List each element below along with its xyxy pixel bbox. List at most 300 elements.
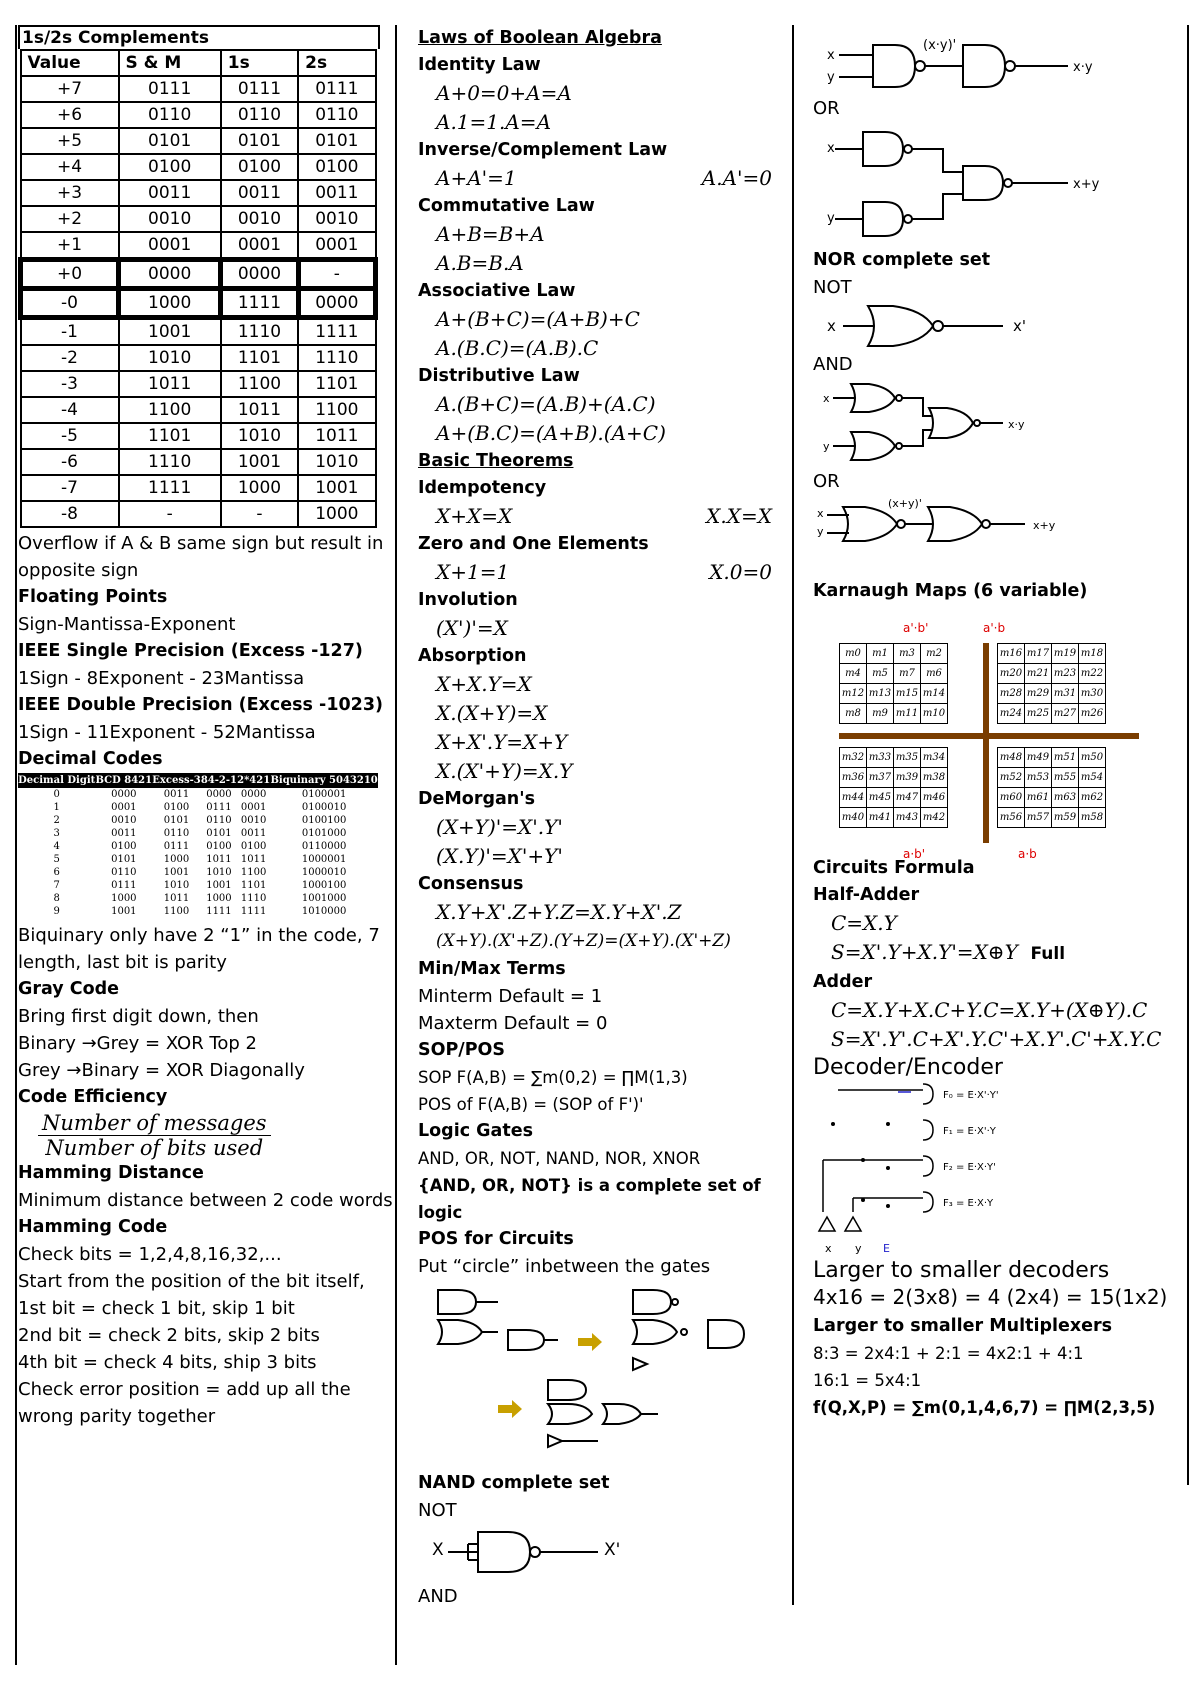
decimal-row bbox=[18, 905, 378, 918]
decoder-diagram bbox=[813, 1082, 1073, 1257]
input-x: x bbox=[827, 317, 836, 335]
kmap-cell: m56 bbox=[998, 808, 1025, 828]
kmap-cell: m26 bbox=[1079, 704, 1106, 724]
decoder-input-y: y bbox=[855, 1242, 862, 1255]
kmap-row bbox=[840, 644, 948, 664]
complements-cell: 0000 bbox=[119, 260, 221, 289]
larger-decoders-text: 4x16 = 2(3x8) = 4 (2x4) = 15(1x2) bbox=[813, 1285, 1168, 1309]
not-gate-icon bbox=[633, 1358, 647, 1370]
idempotency-2: X.X=X bbox=[706, 504, 772, 528]
decoder-input-x: x bbox=[825, 1242, 832, 1255]
minmax-2: Maxterm Default = 0 bbox=[418, 1013, 608, 1034]
input-x: x bbox=[823, 392, 830, 405]
kmap-quadrant-bottom-left bbox=[839, 747, 948, 828]
decimal-cell: 0100100 bbox=[301, 815, 347, 826]
nand-output-xp: X' bbox=[604, 1540, 621, 1560]
kmap-cell: m18 bbox=[1079, 644, 1106, 664]
complements-header-cell: Value bbox=[21, 50, 119, 76]
complements-cell: - bbox=[298, 260, 375, 289]
decoder-title: Decoder/Encoder bbox=[813, 1055, 1003, 1080]
nand-not-diagram bbox=[418, 1524, 790, 1579]
kmap-cell: m7 bbox=[894, 664, 921, 684]
complements-cell: 0100 bbox=[221, 154, 298, 180]
kmap-row bbox=[840, 664, 948, 684]
decimal-cell: 0101 bbox=[111, 854, 137, 865]
logic-2: {AND, OR, NOT} is a complete set of logic bbox=[418, 1176, 761, 1222]
complements-cell: 0111 bbox=[119, 76, 221, 102]
inverse-1: A+A'=1 bbox=[436, 166, 517, 190]
nor-gate-icon bbox=[928, 507, 982, 541]
nor-and-label: AND bbox=[813, 354, 853, 375]
kmap-label-ab-bottom-left: a·b' bbox=[903, 847, 926, 861]
hamming-code-title: Hamming Code bbox=[18, 1217, 168, 1237]
efficiency-denominator: Number of bits used bbox=[45, 1136, 264, 1160]
arrow-icon bbox=[498, 1400, 522, 1418]
kmap-cell: m24 bbox=[998, 704, 1025, 724]
column-divider-1 bbox=[395, 25, 397, 1665]
complements-row bbox=[21, 501, 376, 527]
kmap-cell: m12 bbox=[840, 684, 867, 704]
decimal-cell: 0011 bbox=[163, 789, 190, 800]
kmap-cell: m60 bbox=[998, 788, 1025, 808]
and-gate-icon bbox=[508, 1330, 544, 1350]
not-gate-icon bbox=[548, 1435, 562, 1447]
kmap-row bbox=[840, 808, 948, 828]
decoder-output-3: F₃ = E·X·Y bbox=[943, 1198, 994, 1209]
complements-cell: 0010 bbox=[119, 206, 221, 232]
arrow-icon bbox=[578, 1333, 602, 1351]
nor-gate-icon bbox=[851, 432, 895, 460]
kmap-cell: m55 bbox=[1052, 768, 1079, 788]
complements-cell: -3 bbox=[21, 371, 119, 397]
kmap-cell: m35 bbox=[894, 748, 921, 768]
decimal-cell: 1000 bbox=[206, 893, 232, 904]
code-efficiency-formula bbox=[18, 1111, 271, 1160]
complements-cell: 1110 bbox=[298, 345, 375, 371]
decimal-cell: 0101 bbox=[163, 815, 190, 826]
complements-cell: - bbox=[221, 501, 298, 527]
kmap-diagram bbox=[813, 605, 1143, 861]
complements-cell: 1111 bbox=[298, 318, 375, 346]
logic-1: AND, OR, NOT, NAND, NOR, XNOR bbox=[418, 1149, 701, 1168]
kmap-cell: m61 bbox=[1025, 788, 1052, 808]
kmap-row bbox=[840, 748, 948, 768]
kmap-cell: m51 bbox=[1052, 748, 1079, 768]
larger-mux-title: Larger to smaller Multiplexers bbox=[813, 1316, 1113, 1336]
code-efficiency-title: Code Efficiency bbox=[18, 1087, 168, 1107]
decimal-cell: 0101 bbox=[206, 828, 232, 839]
kmap-row bbox=[998, 644, 1106, 664]
mux-line-2: 16:1 = 5x4:1 bbox=[813, 1371, 922, 1390]
complements-cell: 0011 bbox=[119, 180, 221, 206]
decimal-cell: 0100 bbox=[240, 841, 267, 852]
kmap-cell: m59 bbox=[1052, 808, 1079, 828]
nor-gate-icon bbox=[929, 408, 973, 438]
decimal-header-cell: Excess-3 bbox=[152, 775, 201, 786]
complements-cell: -1 bbox=[21, 318, 119, 346]
decimal-cell: 3 bbox=[53, 828, 60, 839]
complements-cell: -0 bbox=[21, 289, 119, 318]
idempotency-row bbox=[418, 502, 790, 531]
and-gate-icon bbox=[923, 1084, 933, 1104]
and-gate-icon bbox=[923, 1192, 933, 1212]
inverse-row bbox=[418, 164, 790, 193]
kmap-cell: m6 bbox=[921, 664, 948, 684]
complements-row bbox=[21, 475, 376, 501]
zero-one-1: X+1=1 bbox=[436, 560, 510, 584]
column-3 bbox=[813, 25, 1185, 1421]
complements-row bbox=[21, 206, 376, 232]
decimal-cell: 1 bbox=[53, 802, 60, 813]
sop-1: SOP F(A,B) = ∑m(0,2) = ∏M(1,3) bbox=[418, 1068, 688, 1087]
mux-line-3: f(Q,X,P) = ∑m(0,1,4,6,7) = ∏M(2,3,5) bbox=[813, 1398, 1156, 1417]
complements-cell: 1100 bbox=[221, 371, 298, 397]
and-gate-icon bbox=[633, 1290, 671, 1314]
decimal-cell: 0001 bbox=[111, 802, 137, 813]
decimal-cell: 0 bbox=[53, 789, 60, 800]
decimal-header-cell: BCD 8421 bbox=[95, 775, 153, 786]
complements-cell: 1100 bbox=[298, 397, 375, 423]
identity-1: A+0=0+A=A bbox=[436, 81, 572, 105]
and-gate-icon bbox=[923, 1120, 933, 1140]
complements-cell: 1001 bbox=[298, 475, 375, 501]
complements-cell: - bbox=[119, 501, 221, 527]
or-gate-icon bbox=[438, 1320, 482, 1344]
kmap-cell: m32 bbox=[840, 748, 867, 768]
involution-formula: (X')'=X bbox=[436, 616, 508, 640]
idempotency-title: Idempotency bbox=[418, 478, 547, 498]
output-xy: x·y bbox=[1008, 418, 1025, 431]
decimal-cell: 1000001 bbox=[301, 854, 347, 865]
decimal-cell: 1011 bbox=[240, 854, 267, 865]
minmax-1: Minterm Default = 1 bbox=[418, 986, 603, 1007]
kmap-row bbox=[840, 768, 948, 788]
complements-cell: 1011 bbox=[298, 423, 375, 449]
kmap-row bbox=[840, 684, 948, 704]
kmap-cell: m30 bbox=[1079, 684, 1106, 704]
complements-cell: 0001 bbox=[298, 232, 375, 260]
kmap-row bbox=[998, 748, 1106, 768]
kmap-cell: m34 bbox=[921, 748, 948, 768]
kmap-cell: m58 bbox=[1079, 808, 1106, 828]
hamming-line-6: Check error position = add up all the wrong parity together bbox=[18, 1379, 351, 1427]
kmap-cell: m15 bbox=[894, 684, 921, 704]
column-2 bbox=[418, 25, 790, 1610]
complements-header-cell: 1s bbox=[221, 50, 298, 76]
decimal-cell: 1100 bbox=[240, 867, 267, 878]
decimal-cell: 2 bbox=[53, 815, 60, 826]
complements-cell: 0001 bbox=[119, 232, 221, 260]
decimal-cell: 0110 bbox=[206, 815, 232, 826]
complements-row bbox=[21, 397, 376, 423]
laws-title: Laws of Boolean Algebra bbox=[418, 28, 662, 48]
label-xpy: x+y bbox=[1073, 177, 1100, 192]
identity-title: Identity Law bbox=[418, 55, 541, 75]
kmap-quadrant-bottom-right bbox=[997, 747, 1106, 828]
column-divider-left-edge bbox=[15, 25, 17, 1665]
identity-2: A.1=1.A=A bbox=[436, 110, 552, 134]
input-x: x bbox=[817, 507, 824, 520]
inverse-2: A.A'=0 bbox=[701, 166, 772, 190]
nand-or-label: OR bbox=[813, 98, 840, 119]
consensus-1: X.Y+X'.Z+Y.Z=X.Y+X'.Z bbox=[436, 900, 682, 924]
and-gate-icon bbox=[438, 1290, 476, 1314]
input-y: y bbox=[823, 440, 830, 453]
decimal-row bbox=[18, 879, 378, 892]
pos-gates-left bbox=[438, 1290, 558, 1350]
complements-cell: 1111 bbox=[221, 289, 298, 318]
demorgan-1: (X+Y)'=X'.Y' bbox=[436, 815, 563, 839]
label-xpy-bar: (x+y)' bbox=[888, 497, 922, 510]
or-gate-icon bbox=[548, 1404, 592, 1424]
complements-cell: 0111 bbox=[221, 76, 298, 102]
decimal-cell: 0111 bbox=[206, 802, 232, 813]
pos-circuits-title: POS for Circuits bbox=[418, 1229, 574, 1249]
kmap-quadrant-top-right bbox=[997, 643, 1106, 724]
kmap-cell: m16 bbox=[998, 644, 1025, 664]
complements-cell: -4 bbox=[21, 397, 119, 423]
complements-cell: 0110 bbox=[298, 102, 375, 128]
kmap-row bbox=[998, 788, 1106, 808]
kmap-row bbox=[998, 808, 1106, 828]
kmap-row bbox=[998, 684, 1106, 704]
decimal-row bbox=[18, 827, 378, 840]
distributive-title: Distributive Law bbox=[418, 366, 580, 386]
complements-cell: 0010 bbox=[298, 206, 375, 232]
complements-row bbox=[21, 154, 376, 180]
nor-not-diagram bbox=[813, 301, 1173, 351]
decoder-output-2: F₂ = E·X·Y' bbox=[943, 1162, 996, 1173]
decimal-cell: 0101000 bbox=[301, 828, 347, 839]
half-adder-s-row bbox=[813, 938, 1185, 969]
decimal-cell: 5 bbox=[53, 854, 60, 865]
complements-cell: 1100 bbox=[119, 397, 221, 423]
decimal-cell: 1001 bbox=[111, 906, 137, 917]
kmap-cell: m29 bbox=[1025, 684, 1052, 704]
kmap-divider-horizontal bbox=[839, 733, 1139, 739]
kmap-cell: m37 bbox=[867, 768, 894, 788]
kmap-cell: m11 bbox=[894, 704, 921, 724]
consensus-2: (X+Y).(X'+Z).(Y+Z)=(X+Y).(X'+Z) bbox=[436, 931, 731, 951]
complements-cell: 0101 bbox=[298, 128, 375, 154]
label-xy: x·y bbox=[1073, 60, 1093, 75]
label-xy-bar: (x·y)' bbox=[923, 38, 957, 53]
nand-gate-icon bbox=[863, 202, 903, 236]
double-precision-title: IEEE Double Precision (Excess -1023) bbox=[18, 695, 384, 715]
kmap-cell: m46 bbox=[921, 788, 948, 808]
decimal-row bbox=[18, 840, 378, 853]
nand-not-svg bbox=[418, 1524, 621, 1579]
kmap-cell: m20 bbox=[998, 664, 1025, 684]
nor-and-diagram bbox=[813, 378, 1173, 468]
kmap-cell: m0 bbox=[840, 644, 867, 664]
kmap-row bbox=[840, 788, 948, 808]
decimal-cell: 1001 bbox=[206, 880, 232, 891]
involution-title: Involution bbox=[418, 590, 518, 610]
half-adder-s: S=X'.Y+X.Y'=X⊕Y bbox=[831, 940, 1018, 964]
kmap-cell: m21 bbox=[1025, 664, 1052, 684]
hamming-distance-title: Hamming Distance bbox=[18, 1163, 204, 1183]
decimal-row bbox=[18, 814, 378, 827]
circuits-title: Circuits Formula bbox=[813, 858, 975, 878]
nand-not-label: NOT bbox=[418, 1500, 457, 1521]
kmap-cell: m54 bbox=[1079, 768, 1106, 788]
decimal-cell: 0011 bbox=[111, 828, 137, 839]
complements-cell: -7 bbox=[21, 475, 119, 501]
complements-cell: -5 bbox=[21, 423, 119, 449]
gray-line-3: Grey →Binary = XOR Diagonally bbox=[18, 1060, 305, 1081]
full-label: Full bbox=[1030, 944, 1066, 964]
kmap-cell: m2 bbox=[921, 644, 948, 664]
kmap-cell: m19 bbox=[1052, 644, 1079, 664]
complements-row bbox=[21, 180, 376, 206]
logic-gates-title: Logic Gates bbox=[418, 1121, 533, 1141]
complements-row bbox=[21, 232, 376, 260]
nor-gate-icon bbox=[868, 306, 933, 346]
complements-cell: 1111 bbox=[119, 475, 221, 501]
nand-or-diagram bbox=[813, 122, 1173, 247]
nor-or-diagram bbox=[813, 495, 1173, 550]
decimal-cell: 0110000 bbox=[301, 841, 347, 852]
decimal-cell: 1110 bbox=[240, 893, 267, 904]
zero-one-title: Zero and One Elements bbox=[418, 534, 649, 554]
minmax-title: Min/Max Terms bbox=[418, 959, 566, 979]
complements-row bbox=[21, 76, 376, 102]
gray-line-2: Binary →Grey = XOR Top 2 bbox=[18, 1033, 257, 1054]
kmap-cell: m42 bbox=[921, 808, 948, 828]
nor-not-label: NOT bbox=[813, 277, 852, 298]
input-y: y bbox=[817, 525, 824, 538]
column-divider-2 bbox=[792, 25, 794, 1605]
complements-cell: 0011 bbox=[221, 180, 298, 206]
decimal-header-cell: Decimal Digit bbox=[18, 775, 96, 786]
or-gate-icon bbox=[603, 1404, 641, 1424]
kmap-row bbox=[998, 704, 1106, 724]
associative-1: A+(B+C)=(A+B)+C bbox=[436, 307, 640, 331]
kmap-cell: m3 bbox=[894, 644, 921, 664]
kmap-cell: m63 bbox=[1052, 788, 1079, 808]
decimal-cell: 1000100 bbox=[301, 880, 347, 891]
decimal-row bbox=[18, 853, 378, 866]
complements-row bbox=[21, 318, 376, 346]
kmap-cell: m62 bbox=[1079, 788, 1106, 808]
decimal-cell: 7 bbox=[53, 880, 60, 891]
kmap-cell: m22 bbox=[1079, 664, 1106, 684]
kmap-label-ab-top-right: a'·b bbox=[983, 621, 1006, 635]
complements-cell: 1011 bbox=[119, 371, 221, 397]
kmap-cell: m27 bbox=[1052, 704, 1079, 724]
kmap-cell: m41 bbox=[867, 808, 894, 828]
pos-circuits-text: Put “circle” inbetween the gates bbox=[418, 1256, 711, 1277]
decimal-cell: 0110 bbox=[111, 867, 137, 878]
decimal-cell: 1010 bbox=[163, 880, 190, 891]
kmap-cell: m4 bbox=[840, 664, 867, 684]
pos-gates-right bbox=[633, 1290, 744, 1370]
nand-gate-icon bbox=[963, 45, 1005, 87]
associative-2: A.(B.C)=(A.B).C bbox=[436, 336, 599, 360]
decimal-cell: 4 bbox=[53, 841, 60, 852]
nand-complete-title: NAND complete set bbox=[418, 1473, 610, 1493]
complements-header-cell: S & M bbox=[119, 50, 221, 76]
decimal-cell: 1001 bbox=[163, 867, 190, 878]
absorption-2: X.(X+Y)=X bbox=[436, 701, 548, 725]
and-gate-icon bbox=[708, 1320, 744, 1348]
half-adder-c: C=X.Y bbox=[831, 911, 897, 935]
hamming-line-3: 1st bit = check 1 bit, skip 1 bit bbox=[18, 1298, 295, 1319]
decimal-cell: 0010 bbox=[111, 815, 137, 826]
decimal-cell: 1000 bbox=[111, 893, 137, 904]
consensus-title: Consensus bbox=[418, 874, 524, 894]
kmap-cell: m25 bbox=[1025, 704, 1052, 724]
kmap-cell: m33 bbox=[867, 748, 894, 768]
complements-cell: -6 bbox=[21, 449, 119, 475]
kmap-cell: m17 bbox=[1025, 644, 1052, 664]
commutative-2: A.B=B.A bbox=[436, 251, 524, 275]
efficiency-numerator: Number of messages bbox=[38, 1111, 271, 1136]
kmap-cell: m13 bbox=[867, 684, 894, 704]
complements-cell: 1001 bbox=[221, 449, 298, 475]
decimal-cell: 1011 bbox=[206, 854, 232, 865]
complements-cell: 1000 bbox=[221, 475, 298, 501]
complements-row bbox=[21, 102, 376, 128]
decimal-cell: 0001 bbox=[240, 802, 267, 813]
single-precision-text: 1Sign - 8Exponent - 23Mantissa bbox=[18, 668, 305, 689]
biquinary-note: Biquinary only have 2 “1” in the code, 7 length, last bit is parity bbox=[18, 925, 380, 973]
input-x: x bbox=[827, 141, 835, 156]
kmap-cell: m9 bbox=[867, 704, 894, 724]
nand-and-label: AND bbox=[418, 1586, 458, 1607]
absorption-1: X+X.Y=X bbox=[436, 672, 532, 696]
mux-line-1: 8:3 = 2x4:1 + 2:1 = 4x2:1 + 4:1 bbox=[813, 1344, 1084, 1363]
complements-header-cell: 2s bbox=[298, 50, 375, 76]
complements-cell: 1010 bbox=[221, 423, 298, 449]
kmap-cell: m31 bbox=[1052, 684, 1079, 704]
adder-c: C=X.Y+X.C+Y.C=X.Y+(X⊕Y).C bbox=[831, 998, 1148, 1022]
decimal-cell: 0100 bbox=[163, 802, 190, 813]
complements-row bbox=[21, 260, 376, 289]
complements-cell: +1 bbox=[21, 232, 119, 260]
decimal-cell: 0000 bbox=[206, 789, 232, 800]
hamming-line-2: Start from the position of the bit itself, bbox=[18, 1271, 365, 1292]
decimal-cell: 1101 bbox=[240, 880, 267, 891]
kmap-cell: m47 bbox=[894, 788, 921, 808]
decimal-codes-title: Decimal Codes bbox=[18, 749, 163, 769]
decimal-cell: 0111 bbox=[163, 841, 190, 852]
kmap-cell: m40 bbox=[840, 808, 867, 828]
gray-line-1: Bring first digit down, then bbox=[18, 1006, 259, 1027]
associative-title: Associative Law bbox=[418, 281, 576, 301]
kmap-cell: m8 bbox=[840, 704, 867, 724]
overflow-note: Overflow if A & B same sign but result in opposite sign bbox=[18, 533, 384, 581]
decimal-cell: 0100001 bbox=[301, 789, 347, 800]
demorgan-title: DeMorgan's bbox=[418, 789, 536, 809]
decoder-output-1: F₁ = E·X'·Y bbox=[943, 1126, 996, 1137]
kmap-quadrant-top-left bbox=[839, 643, 948, 724]
input-y: y bbox=[827, 70, 835, 85]
decimal-row bbox=[18, 801, 378, 814]
zero-one-2: X.0=0 bbox=[709, 560, 772, 584]
basic-theorems-title: Basic Theorems bbox=[418, 451, 574, 471]
decimal-cell: 1000010 bbox=[301, 867, 347, 878]
kmap-cell: m28 bbox=[998, 684, 1025, 704]
decimal-cell: 0111 bbox=[111, 880, 137, 891]
kmap-cell: m38 bbox=[921, 768, 948, 788]
kmap-cell: m14 bbox=[921, 684, 948, 704]
complements-row bbox=[21, 289, 376, 318]
kmap-cell: m5 bbox=[867, 664, 894, 684]
double-precision-text: 1Sign - 11Exponent - 52Mantissa bbox=[18, 722, 316, 743]
decimal-row bbox=[18, 866, 378, 879]
